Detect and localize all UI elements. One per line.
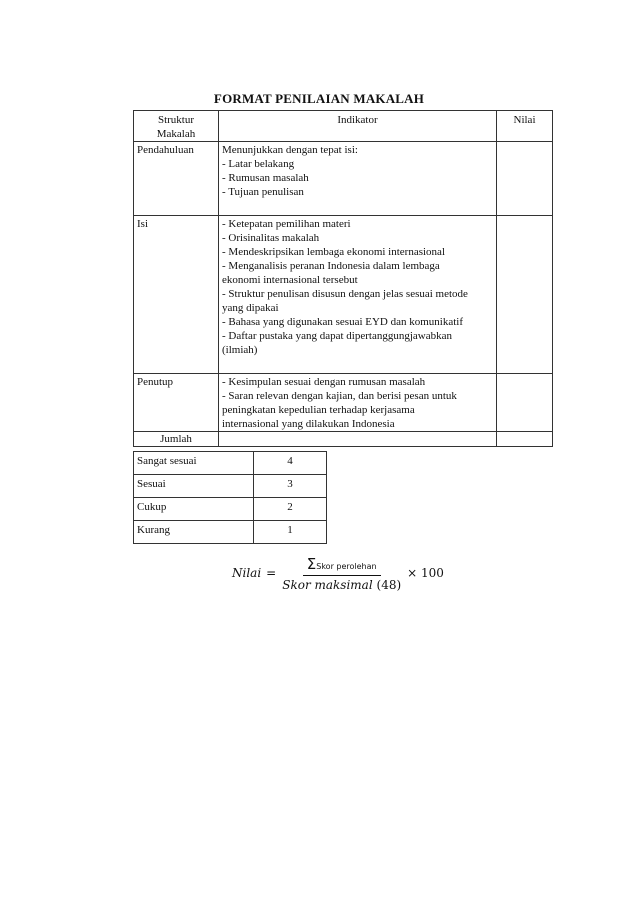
indikator-line: - Mendeskripsikan lembaga ekonomi internasional	[222, 246, 445, 258]
indikator-line: - Tujuan penulisan	[222, 186, 304, 198]
indikator-line: - Daftar pustaka yang dapat dipertanggungjawabkan	[222, 330, 452, 342]
indikator-line: (ilmiah)	[222, 344, 258, 356]
header-struktur-line: Makalah	[156, 128, 196, 140]
header-struktur-line: Struktur	[157, 114, 195, 126]
scale-score: 4	[254, 452, 327, 475]
struktur-cell: Isi	[134, 216, 219, 374]
header-struktur	[134, 111, 219, 142]
indikator-line: Menunjukkan dengan tepat isi:	[222, 144, 358, 156]
table-row-penutup	[134, 374, 553, 432]
page-title: FORMAT PENILAIAN MAKALAH	[213, 91, 425, 106]
jumlah-label: Jumlah	[134, 432, 219, 447]
indikator-line: - Menganalisis peranan Indonesia dalam lembaga	[222, 260, 440, 272]
indikator-cell	[219, 216, 497, 374]
indikator-cell	[219, 142, 497, 216]
assessment-table	[133, 110, 553, 447]
indikator-line: - Orisinalitas makalah	[222, 232, 320, 244]
formula-denominator-text: Skor maksimal	[282, 577, 373, 592]
scale-row	[134, 521, 327, 544]
table-row-pendahuluan	[134, 142, 553, 216]
scoring-scale-table	[133, 451, 327, 544]
scale-label: Kurang	[134, 521, 254, 544]
indikator-line: ekonomi internasional tersebut	[222, 274, 358, 286]
formula-lhs: Nilai	[232, 566, 262, 580]
formula-numerator	[303, 555, 381, 576]
indikator-line: - Saran relevan dengan kajian, dan berisi pesan untuk	[222, 390, 457, 402]
header-indikator: Indikator	[219, 111, 497, 142]
scale-score: 1	[254, 521, 327, 544]
header-nilai: Nilai	[497, 111, 553, 142]
table-row-jumlah	[134, 432, 553, 447]
score-formula	[232, 553, 444, 593]
scale-label: Sesuai	[134, 475, 254, 498]
scale-row	[134, 452, 327, 475]
scale-score: 3	[254, 475, 327, 498]
indikator-cell	[219, 374, 497, 432]
indikator-line: - Rumusan masalah	[222, 172, 309, 184]
scale-score: 2	[254, 498, 327, 521]
nilai-cell[interactable]	[497, 374, 553, 432]
formula-fraction	[282, 555, 401, 592]
struktur-cell: Penutup	[134, 374, 219, 432]
nilai-cell[interactable]	[497, 216, 553, 374]
scale-label: Cukup	[134, 498, 254, 521]
indikator-line: - Ketepatan pemilihan materi	[222, 218, 351, 230]
table-row-isi	[134, 216, 553, 374]
indikator-line: peningkatan kepedulian terhadap kerjasama	[222, 404, 415, 416]
indikator-line: - Latar belakang	[222, 158, 295, 170]
indikator-line: - Bahasa yang digunakan sesuai EYD dan komunikatif	[222, 316, 464, 328]
indikator-line: - Struktur penulisan disusun dengan jelas sesuai metode	[222, 288, 468, 300]
struktur-cell: Pendahuluan	[134, 142, 219, 216]
formula-multiplier: × 100	[407, 566, 444, 580]
formula-denominator	[282, 576, 401, 592]
formula-numerator-subscript: Skor perolehan	[316, 561, 377, 571]
sigma-symbol: Σ	[306, 554, 317, 573]
jumlah-indikator-cell	[219, 432, 497, 447]
jumlah-nilai-cell[interactable]	[497, 432, 553, 447]
formula-equals: =	[266, 566, 277, 580]
scale-row	[134, 475, 327, 498]
formula-denominator-value: (48)	[376, 577, 402, 592]
nilai-cell[interactable]	[497, 142, 553, 216]
scale-label: Sangat sesuai	[134, 452, 254, 475]
indikator-line: - Kesimpulan sesuai dengan rumusan masalah	[222, 376, 426, 388]
scale-row	[134, 498, 327, 521]
table-header-row	[134, 111, 553, 142]
indikator-line: internasional yang dilakukan Indonesia	[222, 418, 395, 430]
indikator-line: yang dipakai	[222, 302, 279, 314]
